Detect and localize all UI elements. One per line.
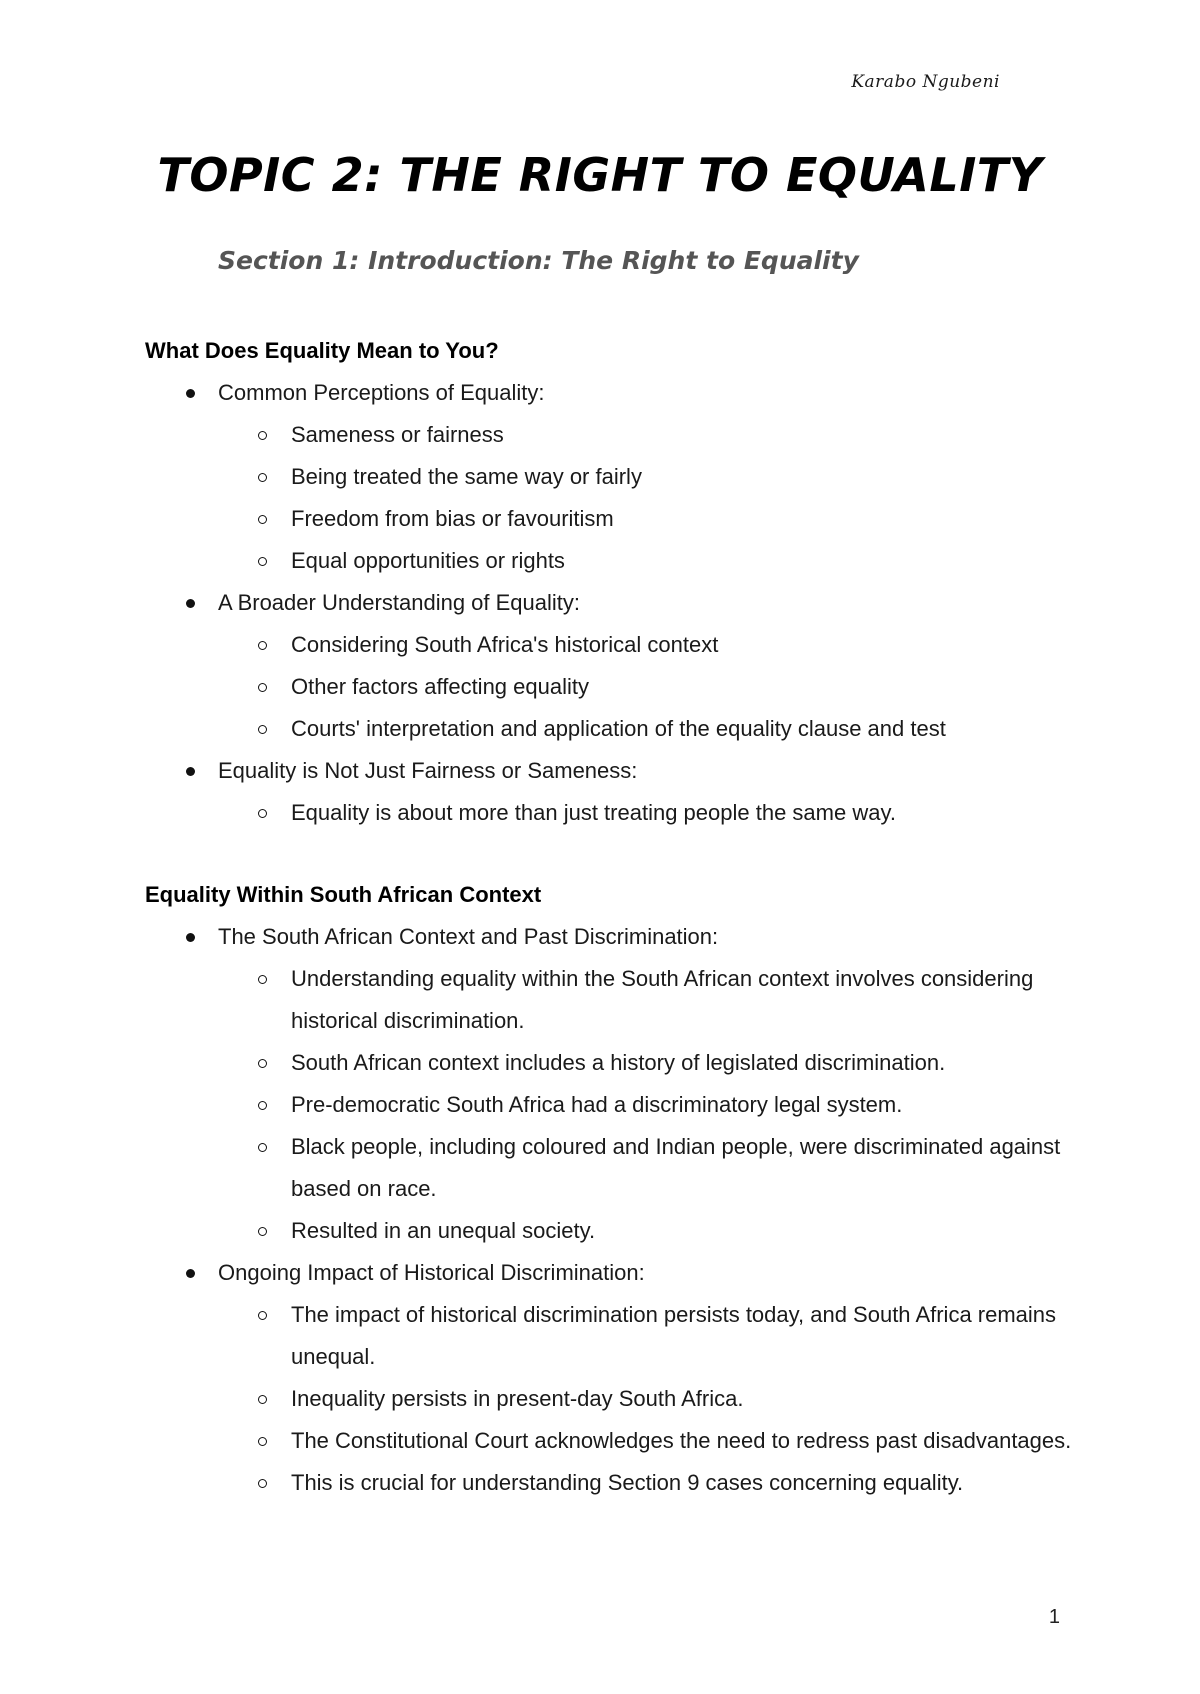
sub-bullet-list bbox=[145, 1294, 1085, 1504]
sub-list-item-text: The Constitutional Court acknowledges the need to redress past disadvantages. bbox=[291, 1428, 1072, 1453]
bullet-list bbox=[145, 372, 1085, 834]
sub-list-item bbox=[145, 1210, 1085, 1252]
list-item bbox=[145, 1252, 1085, 1504]
list-item bbox=[145, 582, 1085, 750]
list-item-text: Common Perceptions of Equality: bbox=[218, 380, 545, 405]
sub-list-item bbox=[145, 1042, 1085, 1084]
bullet-ring-icon bbox=[258, 725, 267, 734]
sub-list-item-text: Sameness or fairness bbox=[291, 422, 504, 447]
bullet-ring-icon bbox=[258, 1143, 267, 1152]
sub-list-item-text: Understanding equality within the South African context involves considering historical discrimination. bbox=[291, 966, 1034, 1033]
page-number: 1 bbox=[1048, 1606, 1060, 1628]
sub-list-item-text: Inequality persists in present-day South Africa. bbox=[291, 1386, 744, 1411]
sub-list-item bbox=[145, 1294, 1085, 1378]
list-item-text: The South African Context and Past Discrimination: bbox=[218, 924, 719, 949]
list-item-text: A Broader Understanding of Equality: bbox=[218, 590, 581, 615]
sub-list-item bbox=[145, 958, 1085, 1042]
section-south-african-context bbox=[145, 874, 1085, 1504]
bullet-ring-icon bbox=[258, 1479, 267, 1488]
sub-list-item-text: Considering South Africa's historical context bbox=[291, 632, 719, 657]
sub-list-item-text: This is crucial for understanding Section 9 cases concerning equality. bbox=[291, 1470, 964, 1495]
bullet-ring-icon bbox=[258, 1395, 267, 1404]
sub-list-item-text: The impact of historical discrimination persists today, and South Africa remains unequal. bbox=[291, 1302, 1057, 1369]
sub-list-item bbox=[145, 624, 1085, 666]
bullet-dot-icon bbox=[186, 389, 195, 398]
list-item bbox=[145, 750, 1085, 834]
list-item-text: Equality is Not Just Fairness or Sameness: bbox=[218, 758, 638, 783]
bullet-ring-icon bbox=[258, 641, 267, 650]
bullet-ring-icon bbox=[258, 515, 267, 524]
list-item bbox=[145, 916, 1085, 1252]
sub-list-item bbox=[145, 456, 1085, 498]
sub-list-item bbox=[145, 792, 1085, 834]
sub-list-item-text: Other factors affecting equality bbox=[291, 674, 589, 699]
sub-bullet-list bbox=[145, 792, 1085, 834]
sub-list-item bbox=[145, 1126, 1085, 1210]
sub-bullet-list bbox=[145, 624, 1085, 750]
bullet-dot-icon bbox=[186, 933, 195, 942]
sub-list-item-text: Being treated the same way or fairly bbox=[291, 464, 642, 489]
document-body bbox=[145, 330, 1085, 1504]
bullet-ring-icon bbox=[258, 1227, 267, 1236]
bullet-ring-icon bbox=[258, 975, 267, 984]
bullet-ring-icon bbox=[258, 431, 267, 440]
sub-list-item bbox=[145, 708, 1085, 750]
sub-list-item bbox=[145, 540, 1085, 582]
sub-list-item bbox=[145, 1420, 1085, 1462]
bullet-list bbox=[145, 916, 1085, 1504]
document-title: TOPIC 2: THE RIGHT TO EQUALITY bbox=[157, 148, 1043, 202]
bullet-ring-icon bbox=[258, 1059, 267, 1068]
sub-list-item bbox=[145, 1378, 1085, 1420]
sub-list-item-text: Equal opportunities or rights bbox=[291, 548, 565, 573]
sub-bullet-list bbox=[145, 958, 1085, 1252]
bullet-ring-icon bbox=[258, 473, 267, 482]
author-name: Karabo Ngubeni bbox=[851, 72, 1000, 92]
sub-list-item-text: Black people, including coloured and Indian people, were discriminated against based on race. bbox=[291, 1134, 1061, 1201]
sub-list-item-text: Resulted in an unequal society. bbox=[291, 1218, 596, 1243]
section-title: Section 1: Introduction: The Right to Equality bbox=[218, 246, 859, 275]
bullet-ring-icon bbox=[258, 557, 267, 566]
sub-list-item bbox=[145, 414, 1085, 456]
sub-list-item-text: South African context includes a history of legislated discrimination. bbox=[291, 1050, 946, 1075]
sub-list-item-text: Courts' interpretation and application of the equality clause and test bbox=[291, 716, 946, 741]
sub-list-item bbox=[145, 1462, 1085, 1504]
section-what-does-equality-mean bbox=[145, 330, 1085, 834]
bullet-ring-icon bbox=[258, 683, 267, 692]
section-heading: Equality Within South African Context bbox=[145, 882, 542, 907]
sub-list-item-text: Pre-democratic South Africa had a discriminatory legal system. bbox=[291, 1092, 903, 1117]
sub-bullet-list bbox=[145, 414, 1085, 582]
bullet-dot-icon bbox=[186, 599, 195, 608]
list-item-text: Ongoing Impact of Historical Discrimination: bbox=[218, 1260, 645, 1285]
section-heading: What Does Equality Mean to You? bbox=[145, 338, 499, 363]
sub-list-item-text: Equality is about more than just treating people the same way. bbox=[291, 800, 896, 825]
sub-list-item bbox=[145, 498, 1085, 540]
sub-list-item bbox=[145, 1084, 1085, 1126]
sub-list-item-text: Freedom from bias or favouritism bbox=[291, 506, 614, 531]
bullet-ring-icon bbox=[258, 1437, 267, 1446]
sub-list-item bbox=[145, 666, 1085, 708]
bullet-ring-icon bbox=[258, 1101, 267, 1110]
section-spacer bbox=[145, 834, 1085, 874]
bullet-ring-icon bbox=[258, 809, 267, 818]
bullet-ring-icon bbox=[258, 1311, 267, 1320]
bullet-dot-icon bbox=[186, 1269, 195, 1278]
list-item bbox=[145, 372, 1085, 582]
bullet-dot-icon bbox=[186, 767, 195, 776]
